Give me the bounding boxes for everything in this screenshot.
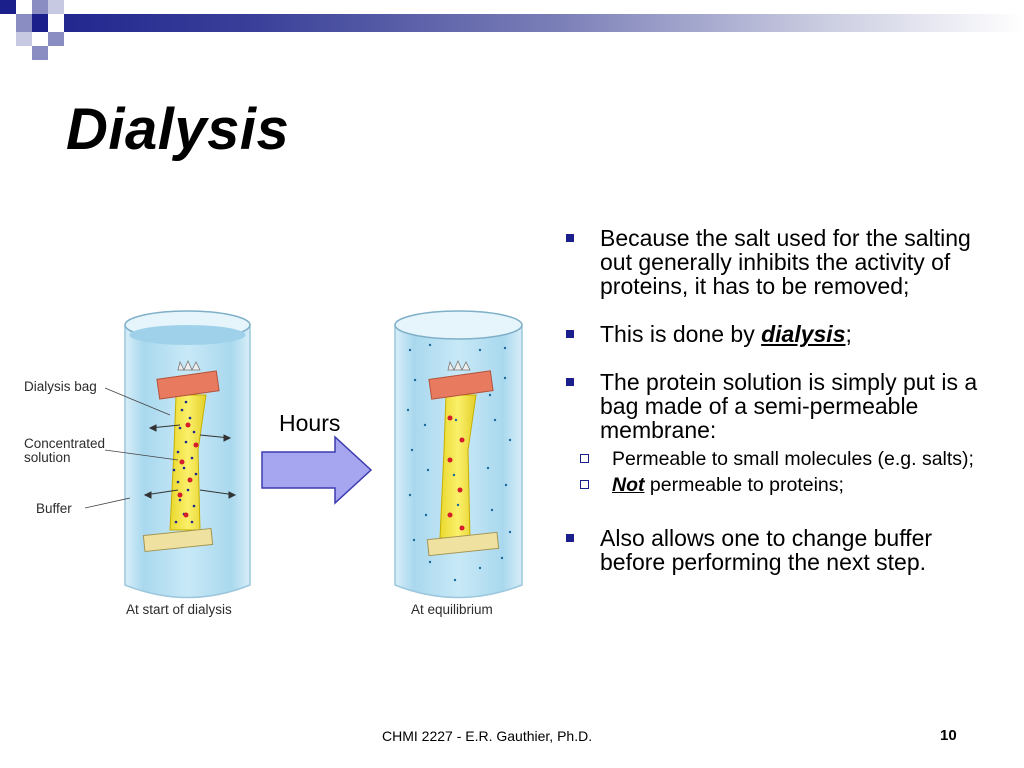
dialysis-figure (10, 300, 550, 640)
equilibrium-caption: At equilibrium (411, 602, 493, 617)
square-bullet-icon (566, 330, 574, 338)
bullet-item (566, 526, 986, 574)
header-square (32, 32, 48, 46)
bullet-text: Also allows one to change buffer before performing the next step. (600, 525, 933, 575)
header-square (48, 0, 64, 14)
square-bullet-icon (566, 378, 574, 386)
hours-label: Hours (279, 410, 341, 436)
footer-text: CHMI 2227 - E.R. Gauthier, Ph.D. (382, 728, 593, 744)
buffer-label: Buffer (36, 501, 72, 516)
header-square (32, 14, 48, 32)
header-square (16, 32, 32, 46)
sub-bullet-list (600, 448, 986, 496)
header-gradient-bar (0, 14, 1024, 32)
header-square (16, 0, 32, 14)
equilibrium-cylinder (395, 311, 522, 598)
bullet-text: This is done by (600, 321, 762, 347)
sub-bullet-item (566, 474, 986, 496)
not-emphasis: Not (612, 474, 645, 496)
page-number: 10 (940, 727, 957, 744)
bullet-text: The protein solution is simply put is a bag made of a semi-permeable membrane: (600, 369, 978, 443)
bullet-item (566, 322, 986, 346)
header-square (16, 14, 32, 32)
page-title: Dialysis (66, 97, 290, 162)
sub-bullet-item (566, 448, 986, 470)
dialysis-emphasis: dialysis (761, 321, 846, 347)
square-bullet-icon (566, 234, 574, 242)
bullet-text: Because the salt used for the salting out generally inhibits the activity of proteins, it has to be removed; (600, 225, 971, 299)
header-square (0, 14, 16, 32)
header-square (48, 14, 64, 32)
bullet-item (566, 226, 986, 298)
sub-bullet-text: Permeable to small molecules (e.g. salts); (612, 448, 974, 470)
bullet-item (566, 370, 986, 496)
bullet-list (566, 226, 986, 598)
bullet-text-suffix: ; (845, 321, 852, 347)
header-square (48, 32, 64, 46)
hollow-square-bullet-icon (580, 480, 589, 489)
header-square (32, 0, 48, 14)
dialysis-bag-label: Dialysis bag (24, 379, 97, 394)
concentrated-solution-label: Concentrated solution (24, 436, 106, 465)
square-bullet-icon (566, 534, 574, 542)
header-square (0, 0, 16, 14)
sub-bullet-text: permeable to proteins; (644, 474, 844, 496)
start-caption: At start of dialysis (126, 602, 232, 617)
hours-arrow (262, 437, 371, 503)
hollow-square-bullet-icon (580, 454, 589, 463)
header-square (32, 46, 48, 60)
